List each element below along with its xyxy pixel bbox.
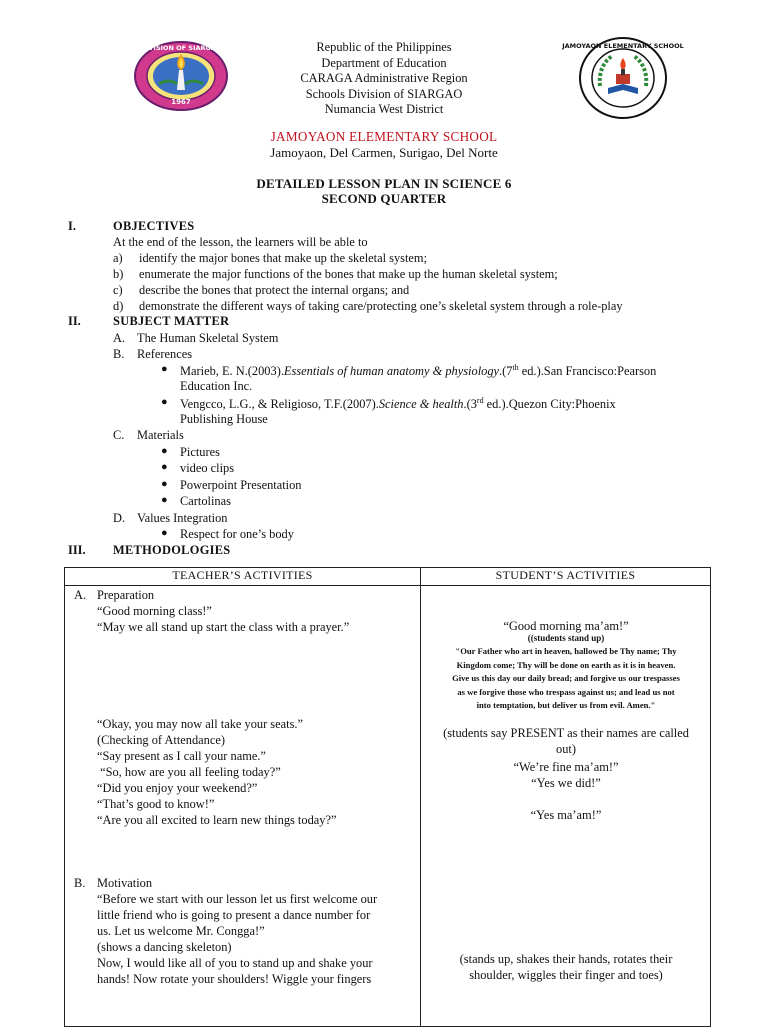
reference-2-edition-sup: rd (476, 396, 484, 405)
student-activities-header: STUDENT’S ACTIVITIES (421, 568, 711, 586)
reference-2-title: Science & health (378, 397, 464, 412)
student-line: ((students stand up) (527, 633, 605, 643)
reference-1-publisher: ed.).San Francisco:Pearson (518, 364, 657, 379)
teacher-activities-cell (65, 586, 421, 1027)
reference-1-title: Essentials of human anatomy & physiology (283, 364, 500, 379)
teacher-line: (shows a dancing skeleton) (97, 940, 232, 954)
student-line: shoulder, wiggles their finger and toes) (469, 968, 663, 982)
bullet-icon: ● (161, 478, 168, 490)
references-letter: B. (113, 347, 125, 361)
table-header-row (65, 568, 711, 586)
prayer-text (425, 645, 707, 713)
school-name: JAMOYAON ELEMENTARY SCHOOL (270, 129, 498, 144)
objectives-heading: OBJECTIVES (113, 219, 195, 233)
svg-text:DIVISION OF SIARGAO: DIVISION OF SIARGAO (140, 44, 222, 52)
reference-1-edition-sup: th (512, 363, 519, 372)
references-label: References (137, 347, 193, 361)
bullet-icon: ● (161, 461, 168, 473)
prayer-line: "Our Father who art in heaven, hallowed be Thy name; Thy (455, 646, 677, 656)
student-line: out) (556, 742, 576, 756)
objective-c-letter: c) (113, 283, 123, 297)
teacher-line: “Did you enjoy your weekend?” (97, 781, 258, 795)
bullet-icon: ● (161, 396, 168, 408)
student-activities-cell (421, 586, 711, 1027)
material-item (161, 445, 220, 460)
teacher-line: little friend who is going to present a dance number for (97, 908, 371, 922)
materials-label: Materials (137, 428, 184, 442)
prayer-line: into temptation, but deliver us from evil. Amen." (476, 700, 656, 710)
bullet-icon: ● (161, 527, 168, 539)
preparation-label: Preparation (97, 588, 155, 602)
bullet-icon: ● (161, 494, 168, 506)
topic-letter: A. (113, 331, 126, 345)
reference-2-line2: Publishing House (180, 412, 268, 426)
material-text: Cartolinas (180, 494, 231, 508)
objective-b-letter: b) (113, 267, 124, 281)
teacher-line: “That’s good to know!” (97, 797, 215, 811)
header-line-district: Numancia West District (324, 102, 444, 116)
material-text: Powerpoint Presentation (180, 478, 302, 492)
objective-c-text: describe the bones that protect the internal organs; and (139, 283, 410, 297)
material-text: video clips (180, 461, 235, 475)
material-text: Pictures (180, 445, 220, 459)
reference-1-line2: Education Inc. (180, 379, 253, 393)
preparation-letter: A. (74, 588, 87, 602)
teacher-line: “Say present as I call your name.” (97, 749, 266, 763)
student-line: “Yes ma’am!” (530, 808, 602, 822)
values-label: Values Integration (137, 511, 228, 525)
objective-a-text: identify the major bones that make up the skeletal system; (139, 251, 428, 265)
student-line: (stands up, shakes their hands, rotates their (459, 952, 673, 966)
objective-a-letter: a) (113, 251, 123, 265)
objectives-intro: At the end of the lesson, the learners will be able to (113, 235, 368, 249)
teacher-line: Now, I would like all of you to stand up and shake your (97, 956, 373, 970)
teacher-line: us. Let us welcome Mr. Congga!” (97, 924, 265, 938)
bullet-icon: ● (161, 363, 168, 375)
teacher-line: “Are you all excited to learn new things today?” (97, 813, 337, 827)
bullet-icon: ● (161, 445, 168, 457)
teacher-line: “So, how are you all feeling today?” (97, 765, 281, 779)
teacher-line: “May we all stand up start the class with a prayer.” (97, 620, 350, 634)
svg-text:JAMOYAON ELEMENTARY SCHOOL: JAMOYAON ELEMENTARY SCHOOL (562, 42, 684, 50)
motivation-label: Motivation (97, 876, 153, 890)
subject-matter-heading: SUBJECT MATTER (113, 314, 230, 328)
table-row (65, 586, 711, 1027)
reference-1-authors: Marieb, E. N.(2003). (180, 364, 284, 379)
letterhead (0, 40, 768, 118)
teacher-line: “Before we start with our lesson let us first welcome our (97, 892, 378, 906)
teacher-activities-header: TEACHER’S ACTIVITIES (65, 568, 421, 586)
header-line-division: Schools Division of SIARGAO (305, 86, 463, 101)
reference-2-publisher: ed.).Quezon City:Phoenix (483, 397, 616, 412)
objective-b-text: enumerate the major functions of the bones that make up the human skeletal system; (139, 267, 558, 281)
material-item (161, 478, 302, 493)
reference-1 (161, 363, 657, 379)
reference-2-edition: .(3 (463, 397, 477, 412)
header-line-republic: Republic of the Philippines (316, 40, 452, 54)
prayer-line: as we forgive those who trespass against us; and lead us not (457, 686, 675, 697)
student-line: “Yes we did!” (531, 776, 601, 790)
teacher-line: “Okay, you may now all take your seats.” (97, 717, 303, 731)
header-line-region: CARAGA Administrative Region (300, 71, 468, 85)
header-line-department: Department of Education (321, 55, 447, 70)
methodologies-heading: METHODOLOGIES (113, 543, 231, 557)
student-line: “We’re fine ma’am!” (513, 760, 619, 774)
prayer-line: Kingdom come; Thy will be done on earth as it is in heaven. (456, 659, 676, 670)
teacher-line: “Good morning class!” (97, 604, 212, 618)
methodologies-numeral: III. (68, 543, 86, 557)
topic-text: The Human Skeletal System (137, 331, 279, 345)
student-line: (students say PRESENT as their names are called (443, 726, 689, 740)
value-item (161, 527, 294, 542)
quarter-title: SECOND QUARTER (321, 191, 447, 206)
value-text: Respect for one’s body (180, 527, 294, 541)
school-address: Jamoyaon, Del Carmen, Surigao, Del Norte (270, 145, 498, 160)
objectives-numeral: I. (68, 219, 76, 233)
teacher-line: hands! Now rotate your shoulders! Wiggle your fingers (97, 972, 372, 986)
motivation-letter: B. (74, 876, 86, 890)
reference-1-edition: .(7 (499, 364, 513, 379)
values-letter: D. (113, 511, 126, 525)
subject-matter-numeral: II. (68, 314, 81, 328)
materials-letter: C. (113, 428, 125, 442)
teacher-line: (Checking of Attendance) (97, 733, 225, 747)
svg-text:1967: 1967 (171, 98, 191, 106)
methodologies-table (64, 567, 711, 1027)
material-item (161, 461, 235, 476)
lesson-plan-title: DETAILED LESSON PLAN IN SCIENCE 6 (256, 176, 512, 191)
material-item (161, 494, 231, 509)
objective-d-text: demonstrate the different ways of taking care/protecting one’s skeletal system through a role-play (139, 299, 623, 313)
reference-2-authors: Vengcco, L.G., & Religioso, T.F.(2007). (180, 397, 379, 412)
prayer-line: Give us this day our daily bread; and forgive us our trespasses (452, 673, 680, 683)
objective-d-letter: d) (113, 299, 124, 313)
student-line: “Good morning ma’am!” (503, 619, 629, 633)
reference-2 (161, 396, 616, 412)
